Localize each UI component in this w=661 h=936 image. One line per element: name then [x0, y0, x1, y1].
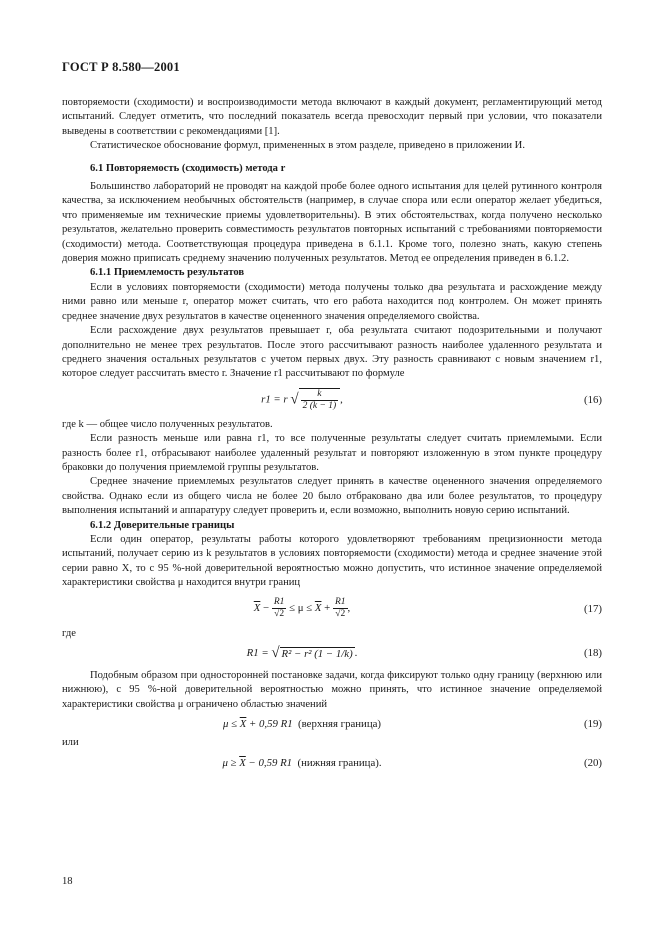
formula-19-note: (верхняя граница): [298, 718, 382, 731]
sqrt-sign: √: [271, 644, 280, 661]
formula-17-tail: ,: [347, 602, 351, 615]
document-page: [62, 60, 602, 775]
formula-17-denominator-left: √2: [274, 609, 285, 620]
section-6-1-title: 6.1 Повторяемость (сходимость) метода r: [90, 162, 286, 174]
intro-paragraph-2: Статистическое обоснование формул, примененных в этом разделе, приведено в приложении И.: [90, 140, 525, 152]
or-label: или: [62, 737, 79, 749]
section-6-1-1-paragraph-3: где k — общее число полученных результатов.: [62, 418, 273, 430]
formula-17-xbar-left: $\overline{X}$: [253, 602, 261, 615]
formula-17-numerator-right: R1: [334, 597, 346, 608]
formula-17-denominator-right: √2: [335, 609, 346, 620]
formula-18-number: (18): [584, 647, 602, 659]
formula-16-fraction: [301, 389, 339, 412]
formula-20: [62, 751, 602, 775]
formula-19-body: [62, 718, 542, 730]
formula-16-lhs: r1 = r: [261, 393, 288, 406]
formula-16-denominator: 2 (k − 1): [302, 400, 337, 411]
formula-17-fraction-left: [272, 597, 287, 620]
section-6-1-paragraph: Большинство лабораторий не проводят на каждой пробе более одного испытания для целей рутинного контроля качества, за исключением необычных обстоятельств (например, в случае спора или если оператор желает убедиться, что применяемые им технические приемы удовлетворительны). В этих обстоятельствах, когда получено несколько результатов, желательно проверить совместимость результатов повторных испытаний с требованиями повторяемости (сходимости) метода. Соответствующая процедура приведена в 6.1.1. Кроме того, полезно знать, какую степень доверия можно приписать среднему значению полученных результатов. Метод ее определения приведен в 6.1.2.: [62, 181, 602, 265]
section-6-1-1-title: 6.1.1 Приемлемость результатов: [90, 267, 245, 279]
formula-19-pre: μ ≤: [222, 718, 240, 731]
formula-18-lhs: R1 =: [246, 646, 272, 659]
formula-17-body: [62, 597, 542, 620]
formula-17-number: (17): [584, 602, 602, 615]
formula-16-tail: ,: [340, 393, 343, 406]
sqrt-sign: √: [290, 391, 299, 408]
formula-18: [62, 641, 602, 665]
formula-19: [62, 712, 602, 736]
section-6-1-1-paragraph-5: Среднее значение приемлемых результатов следует принять в качестве оцененного значения определяемого свойства. Однако если из общего числа не более 20 было отбраковано два или более результатов, то процедуру выполнения испытаний и аппаратуру следует проверить и, если возможно, выполнить новую серию испытаний.: [62, 476, 602, 517]
section-6-1-2-title: 6.1.2 Доверительные границы: [90, 519, 235, 531]
formula-19-xbar: $\overline{X}$: [239, 718, 247, 731]
document-header: ГОСТ Р 8.580—2001: [62, 60, 180, 74]
where-label: где: [62, 627, 76, 639]
formula-19-post: + 0,59 R1: [246, 718, 293, 731]
formula-20-xbar: $\overline{X}$: [239, 756, 246, 769]
formula-16-numerator: k: [301, 389, 339, 401]
intro-paragraph-1: повторяемости (сходимости) и воспроизводимости метода включают в каждый документ, регламентирующий метод испытаний. Следует отметить, что последний показатель всегда превосходит первый при условии, что показатели выведены в соответствии с рекомендациями [1].: [62, 97, 602, 137]
formula-16-body: [62, 388, 542, 412]
formula-19-number: (19): [584, 718, 602, 731]
section-6-1-2-paragraph-2: Подобным образом при односторонней постановке задачи, когда фиксируют только одну границу (верхнюю или нижнюю), с 95 %-ной доверительной вероятностью можно принять, что истинное значение определяемой характеристики свойства μ ограничено областью значений: [62, 670, 602, 710]
formula-17-minus: −: [260, 602, 272, 615]
section-6-1-2-paragraph-1: Если один оператор, результаты работы которого удовлетворяют требованиям прецизионности метода испытаний, получает серию из k результатов в условиях повторяемости (сходимости) метода и среднее значение этой серии равно X, то с 95 %-ной доверительной вероятностью можно допустить, что истинное значение определяемой характеристики свойства μ находится внутри границ: [62, 533, 602, 589]
section-6-1-1-paragraph-1: Если в условиях повторяемости (сходимости) метода получены только два результата и расхождение между ними равно или меньше r, оператор может считать, что его работа находится под контролем. Он может принять среднее значение двух результатов в качестве оцененного значения определяемого свойства.: [62, 281, 602, 322]
section-6-1-1-paragraph-2: Если расхождение двух результатов превышает r, оба результата считают подозрительными и получают дополнительно не менее трех результатов. После этого рассчитывают разность наиболее удаленного результата и среднего значения остальных результатов с учетом первых двух. Эту разность сравнивают с новым значением r1, которое следует рассчитать вместо r. Значение r1 рассчитывают по формуле: [62, 325, 602, 380]
formula-20-body: [62, 757, 542, 769]
page-number: 18: [62, 876, 73, 887]
formula-18-radicand: R² − r² (1 − 1/k): [281, 647, 353, 660]
formula-17-xbar-right: $\overline{X}$: [314, 602, 322, 615]
formula-20-pre: μ ≥: [222, 756, 240, 769]
formula-20-post: − 0,59 R1: [245, 756, 293, 769]
formula-20-number: (20): [584, 756, 602, 769]
formula-16-radicand: [299, 388, 341, 412]
formula-18-body: [62, 645, 542, 662]
section-6-1-1-paragraph-4: Если разность меньше или равна r1, то все полученные результаты следует считать приемлемыми. Если разность более r1, отбрасывают наиболее удаленный результат и повторяют изложенную в этом пункте процедуру браковки до получения приемлемой группы результатов.: [62, 433, 602, 473]
formula-17-mid: ≤ μ ≤: [286, 602, 315, 615]
formula-17: [62, 591, 602, 627]
formula-16-number: (16): [584, 393, 602, 406]
formula-17-fraction-right: [333, 597, 348, 620]
formula-17-plus: +: [321, 602, 333, 615]
formula-20-note: (нижняя граница).: [297, 756, 382, 769]
formula-16: [62, 382, 602, 418]
formula-17-numerator-left: R1: [273, 597, 285, 608]
formula-18-tail: .: [354, 646, 358, 659]
